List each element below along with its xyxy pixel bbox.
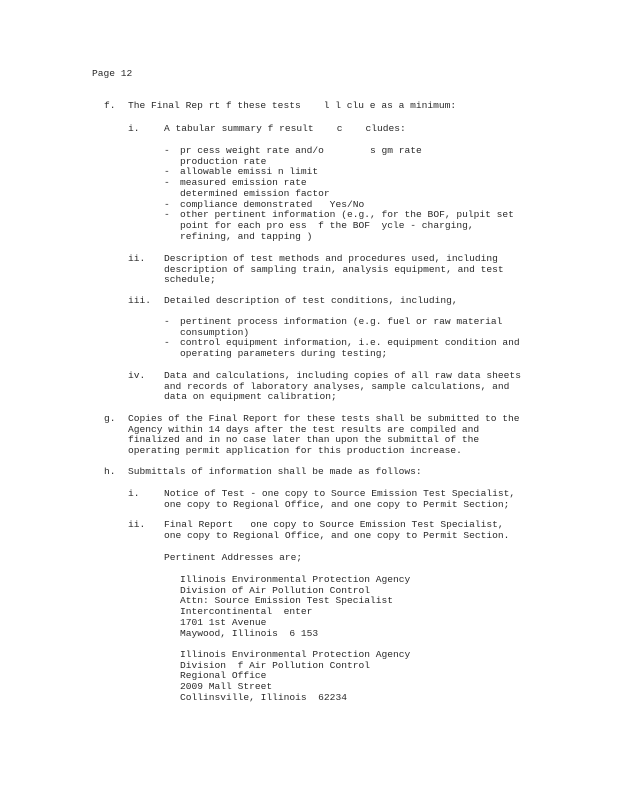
paragraph-line: data on equipment calibration; (164, 391, 337, 403)
paragraph-line: one copy to Regional Office, and one copy to Permit Section; (164, 498, 510, 510)
address-line: Division f Air Pollution Control (180, 659, 370, 671)
bullet-dash: - (164, 337, 170, 349)
bullet-line: allowable emissi n limit (180, 166, 319, 178)
bullet-line: other pertinent information (e.g., for the BOF, pulpit set (180, 209, 514, 221)
address-line: Division of Air Pollution Control (180, 584, 370, 596)
bullet-line: control equipment information, i.e. equipment condition and (180, 337, 520, 349)
bullet-line: pertinent process information (e.g. fuel or raw material (180, 316, 503, 327)
bullet-line: determined emission factor (180, 187, 330, 199)
paragraph-line: Agency within 14 days after the test results are compiled and (128, 423, 480, 435)
bullet-line: refining, and tapping ) (180, 230, 313, 242)
address-line: 2009 Mall Street (180, 681, 273, 693)
item-f-number: f. (104, 100, 116, 111)
item-f-text: The Final Rep rt f these tests l l clu e as a minimum: (128, 100, 457, 111)
address-line: 1701 1st Avenue (180, 616, 267, 628)
bullet-dash: - (164, 145, 170, 156)
item-h-i-number: i. (128, 488, 140, 499)
bullet-dash: - (164, 316, 170, 327)
bullet-line: compliance demonstrated Yes/No (180, 198, 365, 210)
address-line: Attn: Source Emission Test Specialist (180, 595, 394, 607)
item-g-number: g. (104, 413, 116, 424)
item-h-number: h. (104, 466, 116, 477)
paragraph-line: one copy to Regional Office, and one copy to Permit Section. (164, 529, 510, 541)
bullet-dash: - (164, 166, 170, 178)
item-h-text: Submittals of information shall be made as follows: (128, 466, 422, 477)
item-f-i-number: i. (128, 123, 140, 134)
paragraph-line: operating permit application for this production increase. (128, 445, 462, 457)
bullet-line: measured emission rate (180, 177, 307, 189)
address-line: Maywood, Illinois 6 153 (180, 627, 319, 639)
address-line: Regional Office (180, 670, 267, 682)
bullet-dash: - (164, 209, 170, 221)
paragraph-line: Copies of the Final Report for these tests shall be submitted to the (128, 413, 520, 424)
page-label: Page 12 (92, 68, 133, 79)
address-line: Collinsville, Illinois 62234 (180, 691, 347, 703)
bullet-line: operating parameters during testing; (180, 348, 388, 360)
bullet-dash: - (164, 177, 170, 189)
bullet-line: consumption) (180, 326, 250, 338)
item-f-iii-number: iii. (128, 295, 152, 306)
paragraph-line: Final Report one copy to Source Emission Test Specialist, (164, 519, 504, 530)
addresses-intro: Pertinent Addresses are; (164, 552, 303, 563)
bullet-line: pr cess weight rate and/o s gm rate (180, 145, 422, 156)
item-f-iii-text: Detailed description of test conditions, including, (164, 295, 458, 306)
bullet-line: point for each pro ess f the BOF ycle - charging, (180, 219, 474, 231)
paragraph-line: and records of laboratory analyses, sample calculations, and (164, 380, 510, 392)
item-h-ii-number: ii. (128, 519, 146, 530)
item-f-iv-number: iv. (128, 370, 146, 381)
paragraph-line: finalized and in no case later than upon the submittal of the (128, 434, 480, 446)
item-f-i-text: A tabular summary f result c cludes: (164, 123, 406, 134)
address-line: Illinois Environmental Protection Agency (180, 574, 411, 585)
address-line: Intercontinental enter (180, 606, 313, 618)
bullet-dash: - (164, 198, 170, 210)
paragraph-line: description of sampling train, analysis equipment, and test (164, 263, 504, 275)
paragraph-line: Notice of Test - one copy to Source Emission Test Specialist, (164, 488, 516, 499)
paragraph-line: Description of test methods and procedures used, including (164, 253, 498, 264)
paragraph-line: Data and calculations, including copies of all raw data sheets (164, 370, 521, 381)
item-f-ii-number: ii. (128, 253, 146, 264)
bullet-line: production rate (180, 155, 267, 167)
address-line: Illinois Environmental Protection Agency (180, 649, 411, 660)
paragraph-line: schedule; (164, 274, 216, 286)
